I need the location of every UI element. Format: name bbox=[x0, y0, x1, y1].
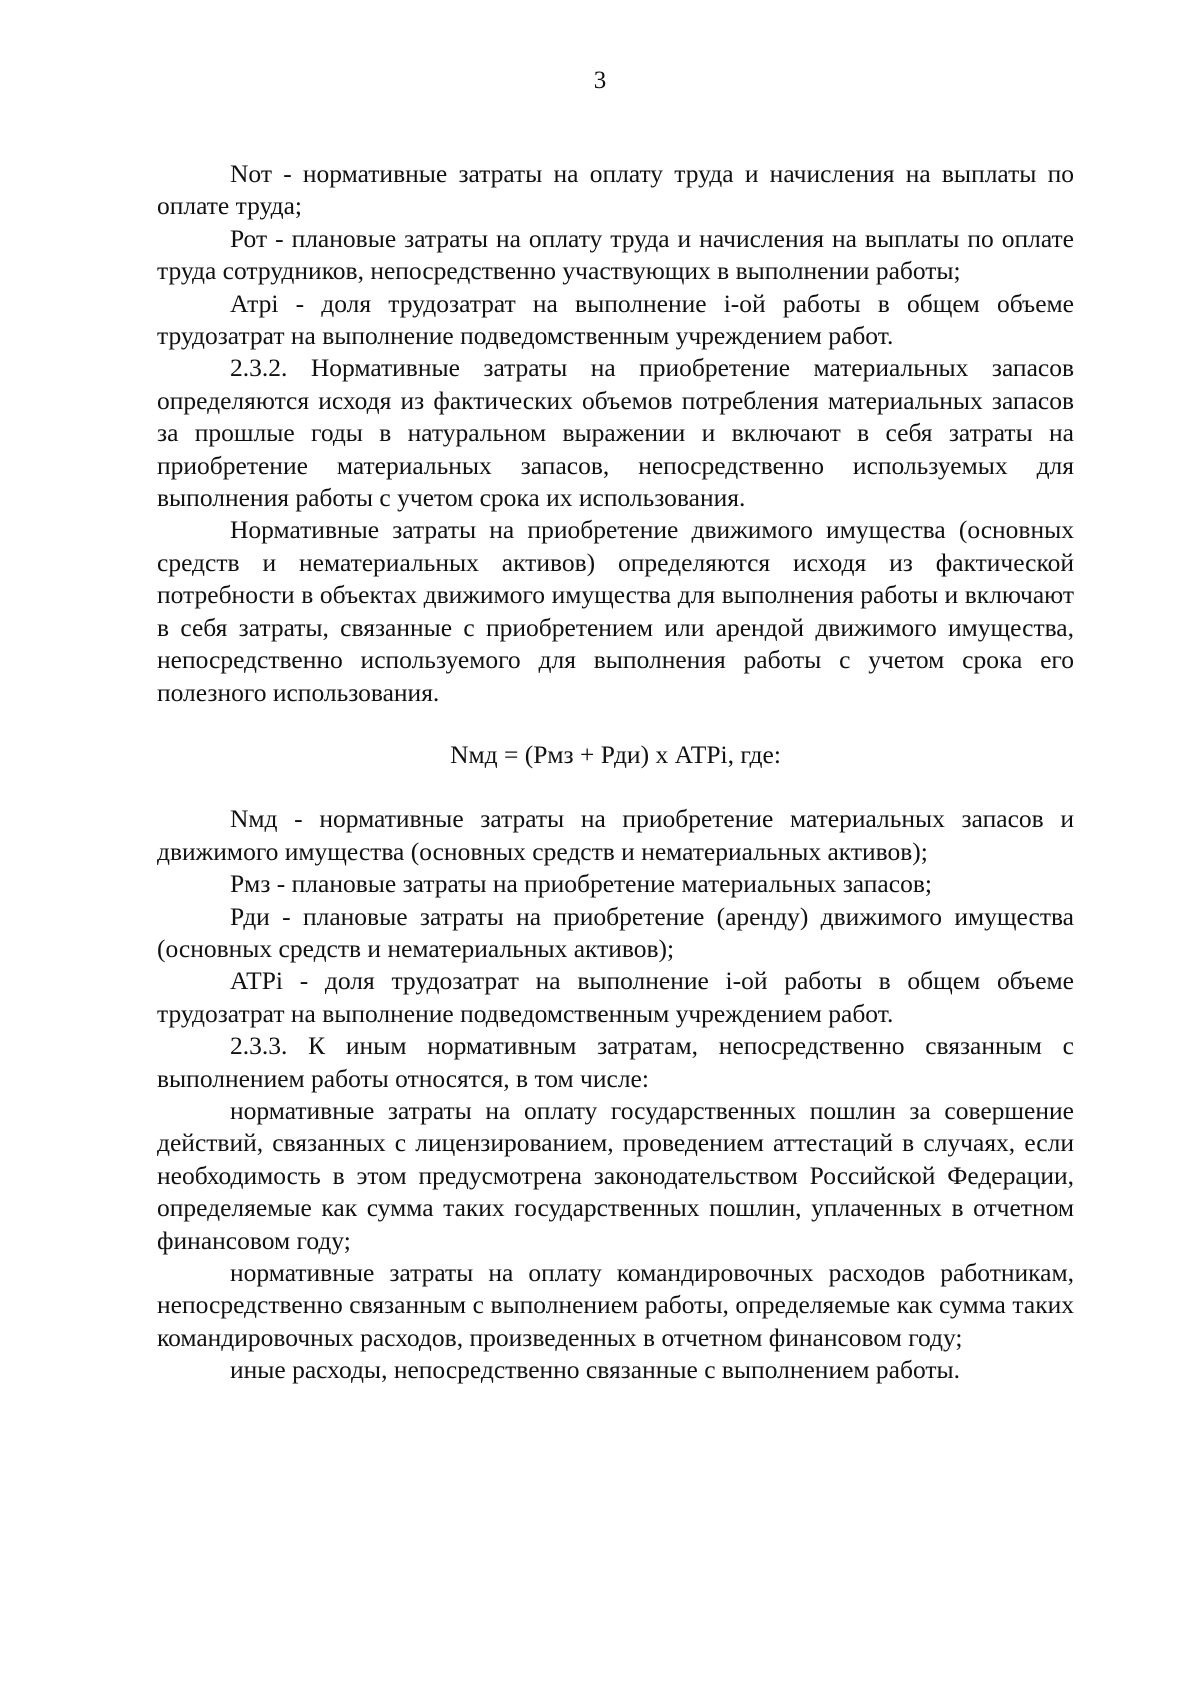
document-body bbox=[157, 158, 1074, 1387]
formula-nmd: Nмд = (Рмз + Рди) x АТРi, где: bbox=[450, 739, 781, 769]
paragraph-atri-definition: Атрi - доля трудозатрат на выполнение i-ой работы в общем объеме трудозатрат на выполнение подведомственным учреждением работ. bbox=[157, 288, 1074, 351]
page-number: 3 bbox=[593, 67, 607, 94]
paragraph-rmz-definition: Рмз - плановые затраты на приобретение материальных запасов; bbox=[230, 869, 932, 899]
paragraph-nmd-definition: Nмд - нормативные затраты на приобретение материальных запасов и движимого имущества (основных средств и нематериальных активов); bbox=[157, 804, 1074, 866]
list-item-other-expenses: иные расходы, непосредственно связанные с выполнением работы. bbox=[230, 1355, 961, 1385]
paragraph-movable-property: Нормативные затраты на приобретение движимого имущества (основных средств и нематериальных активов) определяются исходя из фактической потребности в объектах движимого имущества для выполнения работы и включают в себя затраты, связанные с приобретением или арендой движимого имущества, непосредственно используемого для выполнения работы с учетом срока его полезного использования. bbox=[157, 515, 1074, 707]
list-item-travel-expenses: нормативные затраты на оплату командировочных расходов работникам, непосредственно связанным с выполнением работы, определяемые как сумма таких командировочных расходов, произведенных в отчетном финансовом году; bbox=[157, 1258, 1074, 1352]
paragraph-rot-definition: Рот - плановые затраты на оплату труда и начисления на выплаты по оплате труда сотрудников, непосредственно участвующих в выполнении работы; bbox=[157, 223, 1074, 286]
paragraph-not-definition: Nот - нормативные затраты на оплату труда и начисления на выплаты по оплате труда; bbox=[157, 159, 1074, 221]
list-item-state-duties: нормативные затраты на оплату государственных пошлин за совершение действий, связанных с лицензированием, проведением аттестаций в случаях, если необходимость в этом предусмотрена законодательством Российской Федерации, определяемые как сумма таких государственных пошлин, уплаченных в отчетном финансовом году; bbox=[157, 1095, 1074, 1255]
paragraph-2-3-2: 2.3.2. Нормативные затраты на приобретение материальных запасов определяются исходя из фактических объемов потребления материальных запасов за прошлые годы в натуральном выражении и включают в себя затраты на приобретение материальных запасов, непосредственно используемых для выполнения работы с учетом срока их использования. bbox=[157, 353, 1074, 513]
paragraph-rdi-definition: Рди - плановые затраты на приобретение (аренду) движимого имущества (основных средств и нематериальных активов); bbox=[157, 901, 1074, 963]
paragraph-atri-definition-2: АТРi - доля трудозатрат на выполнение i-ой работы в общем объеме трудозатрат на выполнение подведомственным учреждением работ. bbox=[157, 966, 1074, 1028]
paragraph-2-3-3: 2.3.3. К иным нормативным затратам, непосредственно связанным с выполнением работы относятся, в том числе: bbox=[157, 1031, 1074, 1093]
